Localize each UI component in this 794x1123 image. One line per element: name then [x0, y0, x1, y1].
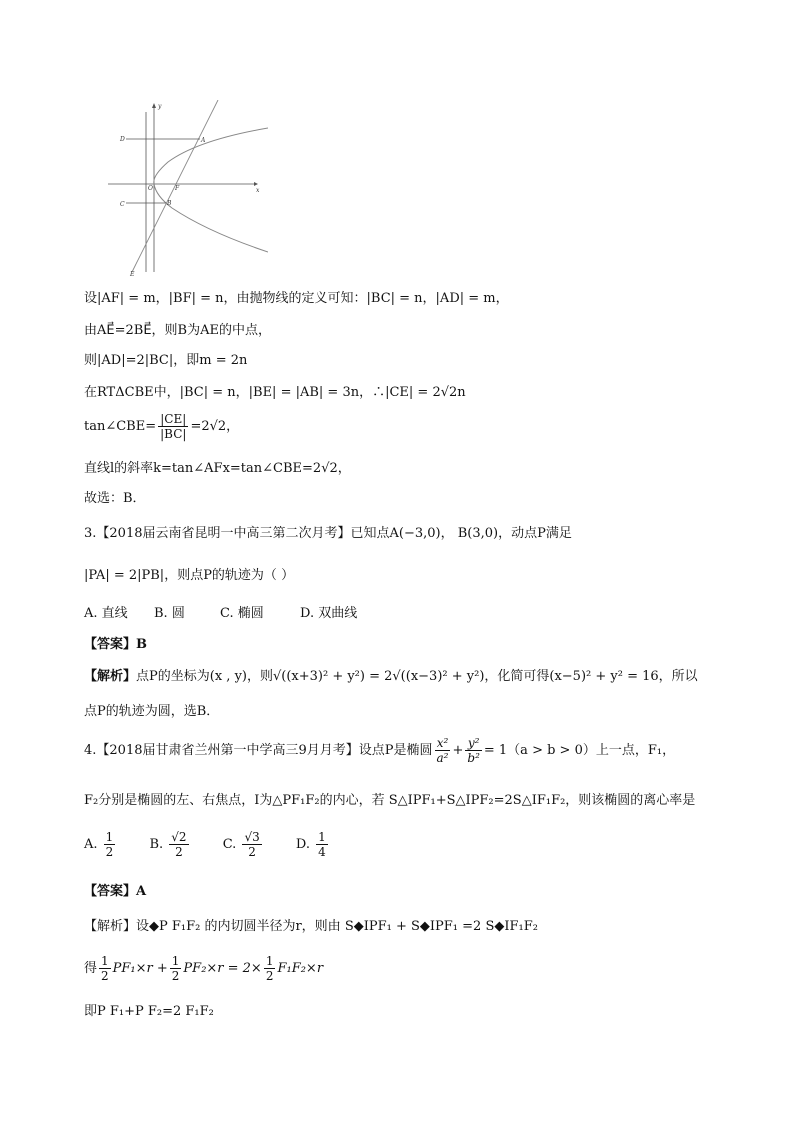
q3-answer: 【答案】B [84, 637, 147, 652]
fraction-numerator: x² [435, 736, 451, 751]
label-x: x [256, 187, 260, 194]
q3-options [84, 605, 357, 623]
x-axis-arrow [254, 182, 258, 186]
term-pf1-r: PF₁×r + [112, 961, 168, 976]
fraction-half [99, 954, 111, 983]
q3-analysis-label: 【解析】 [84, 669, 137, 684]
tan-suffix: =2√2， [190, 419, 240, 434]
label-y: y [158, 103, 162, 110]
label-A: A [201, 137, 206, 144]
parabola-figure [108, 100, 268, 278]
solution2-line1: 设|AF| = m，|BF| = n，由抛物线的定义可知：|BC| = n，|AD| = m， [84, 291, 509, 306]
word-de: 得 [84, 961, 98, 976]
q4-analysis-line2 [84, 954, 323, 983]
q4-option-c-fraction [242, 830, 261, 859]
fraction-half [264, 954, 276, 983]
label-B: B [167, 200, 172, 207]
q3-analysis-line2: 点P的轨迹为圆，选B． [84, 704, 220, 719]
fraction-numerator: 1 [265, 954, 274, 968]
fraction-numerator: √2 [171, 830, 187, 844]
q4-stem-line2: F₂分别是椭圆的左、右焦点，I为△PF₁F₂的内心，若 S△IPF₁+S△IPF₂=2S△IF₁F₂，则该椭圆的离心率是 [84, 793, 696, 808]
q4-option-d-label: D. [295, 837, 310, 852]
q3-option-c: C. 椭圆 [220, 606, 264, 621]
fraction-half [170, 954, 182, 983]
fraction-denominator: a² [436, 751, 449, 765]
solution2-line5 [84, 412, 239, 441]
parabola-curve [154, 128, 268, 252]
y-axis-arrow [152, 103, 156, 108]
solution2-line6: 直线l的斜率k=tan∠AFx=tan∠CBE=2√2， [84, 461, 351, 476]
solution2-line2: 由AE⃗=2BE⃗，则B为AE的中点， [84, 323, 271, 338]
term-f1f2-r: F₁F₂×r [277, 961, 324, 976]
q4-stem-prefix: 4.【2018届甘肃省兰州第一中学高三9月月考】设点P是椭圆 [84, 743, 433, 758]
fraction-denominator: 2 [171, 969, 180, 983]
fraction-denominator: 2 [265, 969, 274, 983]
label-O: O [148, 185, 153, 192]
fraction-x2-a2 [435, 736, 451, 765]
q3-stem-line1: 3.【2018届云南省昆明一中高三第二次月考】已知点A(−3,0)， B(3,0)，动点P满足 [84, 526, 572, 541]
label-C: C [120, 201, 125, 208]
fraction-numerator: 1 [101, 954, 109, 968]
solution2-line7: 故选：B． [84, 491, 146, 506]
label-D: D [120, 136, 125, 143]
fraction-numerator: 1 [105, 830, 114, 844]
fraction-numerator: 1 [171, 954, 180, 968]
q4-option-c-label: C. [222, 837, 237, 852]
fraction-denominator: |BC| [160, 427, 187, 441]
q4-option-b-label: B. [149, 837, 164, 852]
fraction-denominator: 2 [105, 845, 114, 859]
q4-options [84, 830, 330, 859]
fraction-y2-b2 [465, 736, 482, 765]
fraction-ce-bc [158, 412, 188, 441]
solution2-line3: 则|AD|=2|BC|，即m = 2n [84, 353, 248, 368]
q4-option-a-label: A. [84, 837, 98, 852]
tan-prefix: tan∠CBE= [84, 419, 157, 434]
label-E: E [130, 271, 135, 278]
fraction-numerator: |CE| [158, 412, 188, 427]
fraction-denominator: 4 [318, 845, 326, 859]
q4-stem-line1 [84, 736, 675, 765]
fraction-denominator: 2 [175, 845, 183, 859]
solution2-line4: 在RTΔCBE中，|BC| = n，|BE| = |AB| = 3n，∴|CE| = 2√2n [84, 385, 466, 400]
q3-analysis-line1 [84, 668, 698, 686]
q4-analysis-line1: 【解析】设◆P F₁F₂ 的内切圆半径为r，则由 S◆IPF₁ + S◆IPF₁ =2 S◆IF₁F₂ [84, 919, 538, 934]
q4-analysis-line3: 即P F₁+P F₂=2 F₁F₂ [84, 1004, 214, 1019]
q4-option-b-fraction [169, 830, 188, 859]
q3-option-d: D. 双曲线 [300, 606, 358, 621]
term-pf2-r: PF₂×r = 2× [183, 961, 262, 976]
q3-stem-line2: |PA| = 2|PB|，则点P的轨迹为（ ） [84, 568, 295, 583]
plus-sign: + [452, 743, 464, 758]
fraction-numerator: √3 [244, 830, 260, 844]
q4-answer: 【答案】A [84, 884, 147, 899]
q3-analysis-text: 点P的坐标为(x , y)，则√((x+3)² + y²) = 2√((x−3)² + y²)，化简可得(x−5)² + y² = 16，所以 [136, 669, 698, 684]
q4-option-d-fraction [316, 830, 328, 859]
q3-option-b: B. 圆 [154, 606, 185, 621]
q4-option-a-fraction [104, 830, 116, 859]
q3-option-a: A. 直线 [84, 606, 128, 621]
fraction-denominator: 2 [248, 845, 256, 859]
fraction-denominator: 2 [101, 969, 109, 983]
fraction-numerator: y² [465, 736, 482, 751]
label-F: F [175, 185, 180, 192]
q4-stem-suffix: = 1（a > b > 0）上一点，F₁， [483, 743, 676, 758]
fraction-denominator: b² [467, 751, 480, 765]
fraction-numerator: 1 [318, 830, 326, 844]
